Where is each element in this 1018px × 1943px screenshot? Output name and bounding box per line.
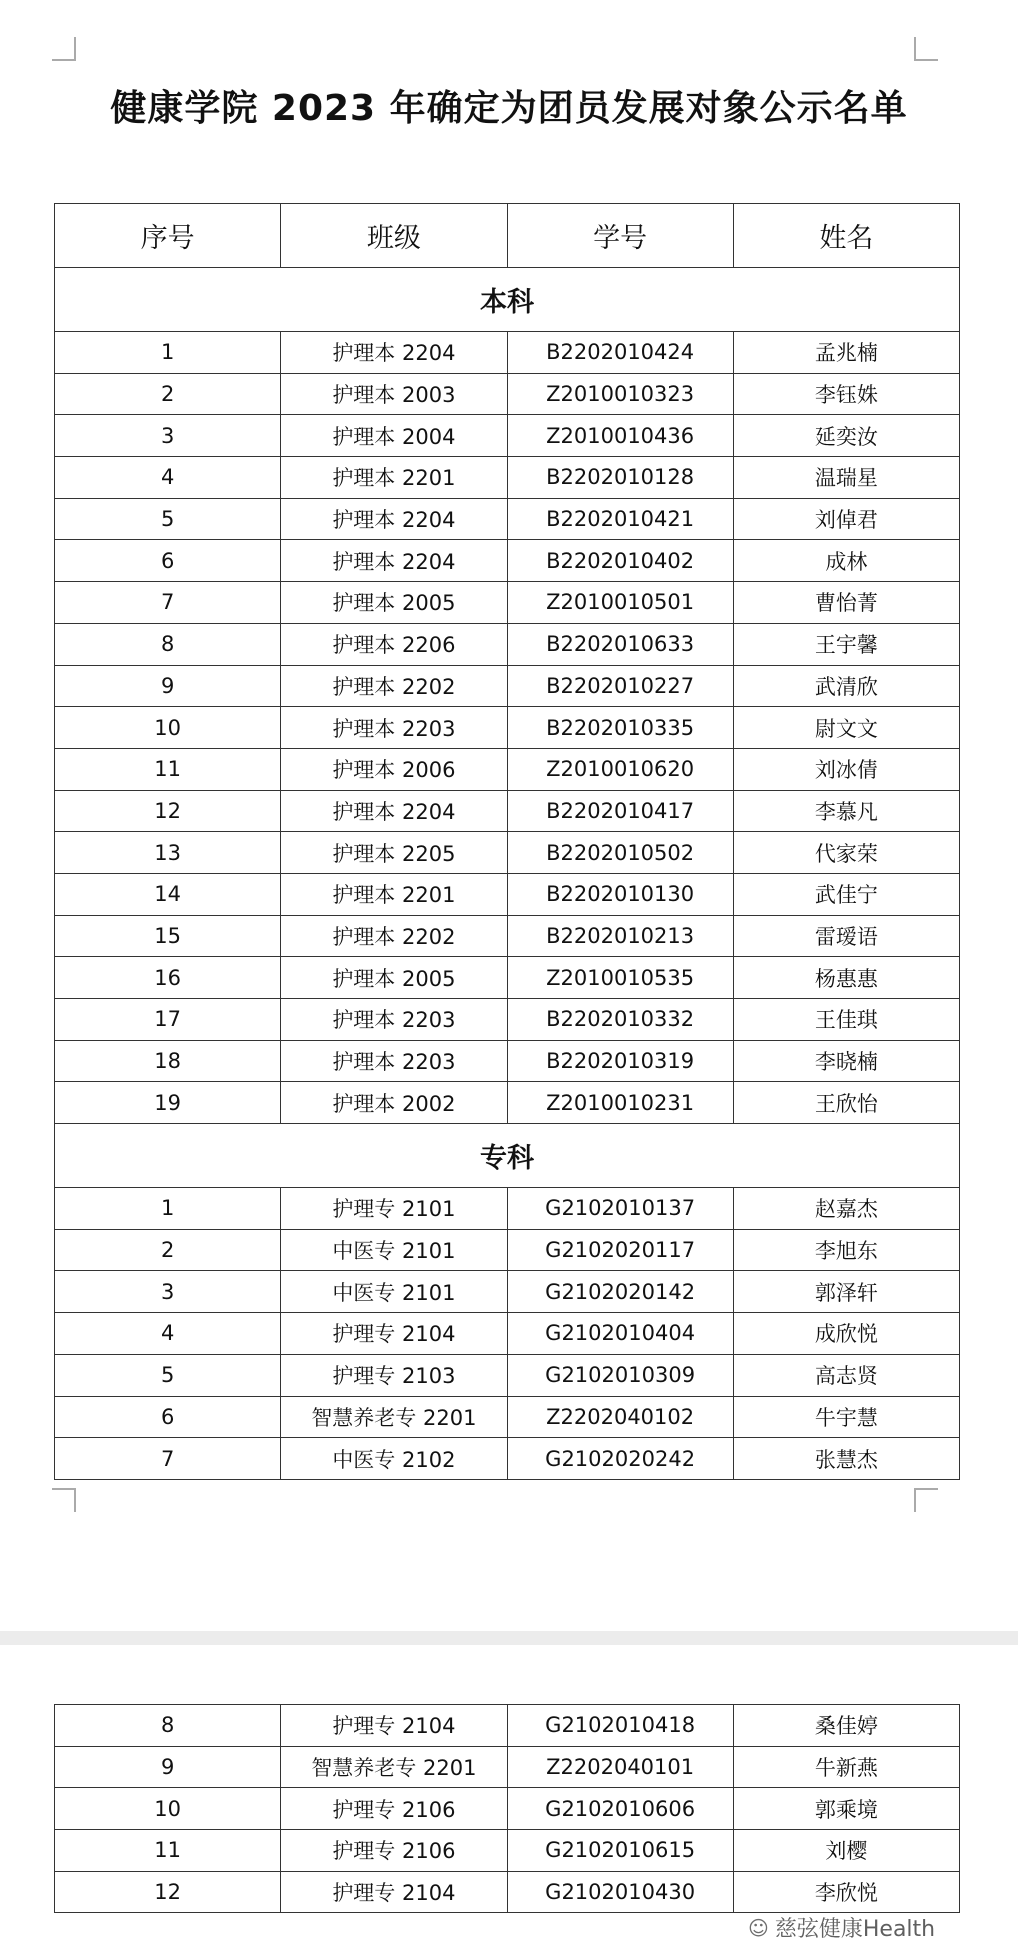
roster-body: [55, 268, 960, 1480]
header-student-id: 学号: [507, 204, 733, 268]
cell-class: 护理本 2006: [281, 748, 507, 790]
table-row: [55, 873, 960, 915]
cell-student-id: B2202010128: [507, 457, 733, 499]
table-row: [55, 957, 960, 999]
cell-seq: 11: [55, 748, 281, 790]
table-row: [55, 1229, 960, 1271]
cell-student-id: B2202010213: [507, 915, 733, 957]
cell-name: 高志贤: [733, 1354, 959, 1396]
cell-class: 护理本 2201: [281, 457, 507, 499]
cell-student-id: G2102010309: [507, 1354, 733, 1396]
cell-name: 武佳宁: [733, 873, 959, 915]
cell-class: 护理本 2204: [281, 790, 507, 832]
table-row: [55, 540, 960, 582]
cell-name: 王宇馨: [733, 623, 959, 665]
cell-class: 护理本 2005: [281, 582, 507, 624]
cell-name: 李晓楠: [733, 1040, 959, 1082]
document-page-2: [0, 1645, 1018, 1942]
table-row: [55, 1830, 960, 1872]
cell-class: 护理本 2204: [281, 498, 507, 540]
cell-name: 杨惠惠: [733, 957, 959, 999]
cell-seq: 16: [55, 957, 281, 999]
cell-student-id: B2202010332: [507, 999, 733, 1041]
table-row: [55, 415, 960, 457]
cell-class: 护理本 2202: [281, 915, 507, 957]
cell-student-id: B2202010421: [507, 498, 733, 540]
table-row: [55, 1871, 960, 1913]
roster-table-continued: [54, 1704, 960, 1913]
cell-name: 牛新燕: [733, 1746, 959, 1788]
cell-seq: 13: [55, 832, 281, 874]
table-row: [55, 1438, 960, 1480]
cell-student-id: G2102010615: [507, 1830, 733, 1872]
page-gap: [0, 1631, 1018, 1645]
table-row: [55, 1040, 960, 1082]
cell-seq: 8: [55, 623, 281, 665]
table-row: [55, 915, 960, 957]
table-row: [55, 1705, 960, 1747]
cell-class: 护理本 2203: [281, 1040, 507, 1082]
cell-class: 护理专 2106: [281, 1788, 507, 1830]
cell-class: 护理本 2002: [281, 1082, 507, 1124]
cell-student-id: Z2010010535: [507, 957, 733, 999]
cell-name: 郭泽轩: [733, 1271, 959, 1313]
cell-student-id: B2202010424: [507, 332, 733, 374]
cell-student-id: G2102010404: [507, 1313, 733, 1355]
table-row: [55, 748, 960, 790]
cell-class: 智慧养老专 2201: [281, 1396, 507, 1438]
cell-student-id: B2202010335: [507, 707, 733, 749]
cell-seq: 3: [55, 1271, 281, 1313]
cell-student-id: B2202010227: [507, 665, 733, 707]
table-row: [55, 1788, 960, 1830]
watermark-text: 慈弦健康Health: [774, 1917, 936, 1942]
cell-seq: 6: [55, 540, 281, 582]
cell-class: 护理本 2203: [281, 707, 507, 749]
crop-mark: [914, 37, 938, 61]
table-row: [55, 707, 960, 749]
cell-seq: 9: [55, 1746, 281, 1788]
cell-student-id: Z2202040102: [507, 1396, 733, 1438]
cell-student-id: B2202010402: [507, 540, 733, 582]
table-row: [55, 999, 960, 1041]
section-row: [55, 1124, 960, 1188]
cell-seq: 8: [55, 1705, 281, 1747]
cell-class: 护理本 2204: [281, 332, 507, 374]
cell-seq: 14: [55, 873, 281, 915]
cell-name: 延奕汝: [733, 415, 959, 457]
cell-class: 护理专 2101: [281, 1188, 507, 1230]
cell-student-id: Z2010010231: [507, 1082, 733, 1124]
cell-seq: 5: [55, 1354, 281, 1396]
cell-seq: 10: [55, 1788, 281, 1830]
cell-name: 李欣悦: [733, 1871, 959, 1913]
header-class: 班级: [281, 204, 507, 268]
cell-class: 护理本 2003: [281, 373, 507, 415]
cell-seq: 5: [55, 498, 281, 540]
cell-class: 护理本 2205: [281, 832, 507, 874]
cell-class: 智慧养老专 2201: [281, 1746, 507, 1788]
cell-seq: 6: [55, 1396, 281, 1438]
cell-seq: 7: [55, 582, 281, 624]
cell-class: 中医专 2102: [281, 1438, 507, 1480]
cell-name: 温瑞星: [733, 457, 959, 499]
table-row: [55, 1271, 960, 1313]
cell-class: 护理本 2204: [281, 540, 507, 582]
table-row: [55, 582, 960, 624]
cell-seq: 11: [55, 1830, 281, 1872]
table-row: [55, 457, 960, 499]
cell-class: 护理本 2202: [281, 665, 507, 707]
table-row: [55, 1396, 960, 1438]
watermark: [748, 1912, 935, 1943]
cell-seq: 4: [55, 457, 281, 499]
cell-name: 尉文文: [733, 707, 959, 749]
cell-class: 护理本 2203: [281, 999, 507, 1041]
table-row: [55, 1354, 960, 1396]
cell-class: 护理本 2004: [281, 415, 507, 457]
cell-name: 牛宇慧: [733, 1396, 959, 1438]
cell-student-id: G2102010137: [507, 1188, 733, 1230]
cell-student-id: G2102020242: [507, 1438, 733, 1480]
cell-seq: 9: [55, 665, 281, 707]
crop-mark: [52, 37, 76, 61]
cell-seq: 2: [55, 373, 281, 415]
cell-seq: 10: [55, 707, 281, 749]
cell-name: 刘樱: [733, 1830, 959, 1872]
cell-student-id: Z2010010501: [507, 582, 733, 624]
cell-name: 武清欣: [733, 665, 959, 707]
cell-name: 王佳琪: [733, 999, 959, 1041]
crop-mark: [52, 1488, 76, 1512]
roster-body-continued: [55, 1705, 960, 1913]
cell-class: 护理本 2005: [281, 957, 507, 999]
cell-name: 李钰姝: [733, 373, 959, 415]
cell-name: 桑佳婷: [733, 1705, 959, 1747]
table-row: [55, 1082, 960, 1124]
cell-student-id: Z2202040101: [507, 1746, 733, 1788]
cell-student-id: B2202010319: [507, 1040, 733, 1082]
header-name: 姓名: [733, 204, 959, 268]
cell-seq: 2: [55, 1229, 281, 1271]
table-row: [55, 623, 960, 665]
table-row: [55, 1313, 960, 1355]
cell-seq: 17: [55, 999, 281, 1041]
cell-seq: 3: [55, 415, 281, 457]
cell-name: 刘冰倩: [733, 748, 959, 790]
cell-student-id: G2102010606: [507, 1788, 733, 1830]
cell-student-id: G2102010418: [507, 1705, 733, 1747]
cell-name: 郭乘境: [733, 1788, 959, 1830]
table-row: [55, 1188, 960, 1230]
cell-name: 成林: [733, 540, 959, 582]
table-row: [55, 332, 960, 374]
cell-name: 孟兆楠: [733, 332, 959, 374]
cell-seq: 12: [55, 1871, 281, 1913]
header-seq: 序号: [55, 204, 281, 268]
cell-class: 护理专 2106: [281, 1830, 507, 1872]
cell-student-id: Z2010010620: [507, 748, 733, 790]
cell-class: 护理专 2103: [281, 1354, 507, 1396]
cell-seq: 12: [55, 790, 281, 832]
cell-student-id: B2202010633: [507, 623, 733, 665]
cell-name: 曹怡菁: [733, 582, 959, 624]
cell-name: 雷瑷语: [733, 915, 959, 957]
cell-class: 护理专 2104: [281, 1871, 507, 1913]
cell-student-id: G2102020142: [507, 1271, 733, 1313]
document-title: 健康学院 2023 年确定为团员发展对象公示名单: [110, 88, 908, 129]
cell-student-id: G2102010430: [507, 1871, 733, 1913]
cell-student-id: Z2010010436: [507, 415, 733, 457]
crop-mark: [914, 1488, 938, 1512]
cell-seq: 15: [55, 915, 281, 957]
section-label: 本科: [55, 268, 960, 332]
cell-class: 护理专 2104: [281, 1705, 507, 1747]
cell-name: 赵嘉杰: [733, 1188, 959, 1230]
table-row: [55, 790, 960, 832]
cell-class: 护理专 2104: [281, 1313, 507, 1355]
table-row: [55, 1746, 960, 1788]
cell-student-id: B2202010502: [507, 832, 733, 874]
cell-student-id: Z2010010323: [507, 373, 733, 415]
cell-class: 中医专 2101: [281, 1271, 507, 1313]
cell-seq: 7: [55, 1438, 281, 1480]
cell-seq: 1: [55, 1188, 281, 1230]
cell-student-id: B2202010130: [507, 873, 733, 915]
cell-student-id: G2102020117: [507, 1229, 733, 1271]
header-row: [55, 204, 960, 268]
cell-name: 李旭东: [733, 1229, 959, 1271]
cell-name: 张慧杰: [733, 1438, 959, 1480]
table-row: [55, 498, 960, 540]
cell-class: 护理本 2206: [281, 623, 507, 665]
section-label: 专科: [55, 1124, 960, 1188]
cell-seq: 19: [55, 1082, 281, 1124]
cell-class: 中医专 2101: [281, 1229, 507, 1271]
table-row: [55, 665, 960, 707]
cell-name: 刘倬君: [733, 498, 959, 540]
cell-name: 李慕凡: [733, 790, 959, 832]
cell-name: 代家荣: [733, 832, 959, 874]
cell-seq: 4: [55, 1313, 281, 1355]
table-row: [55, 832, 960, 874]
wechat-icon: ☺: [748, 1915, 769, 1940]
cell-seq: 1: [55, 332, 281, 374]
roster-table: [54, 203, 960, 1480]
cell-seq: 18: [55, 1040, 281, 1082]
cell-class: 护理本 2201: [281, 873, 507, 915]
section-row: [55, 268, 960, 332]
cell-student-id: B2202010417: [507, 790, 733, 832]
cell-name: 王欣怡: [733, 1082, 959, 1124]
cell-name: 成欣悦: [733, 1313, 959, 1355]
table-row: [55, 373, 960, 415]
